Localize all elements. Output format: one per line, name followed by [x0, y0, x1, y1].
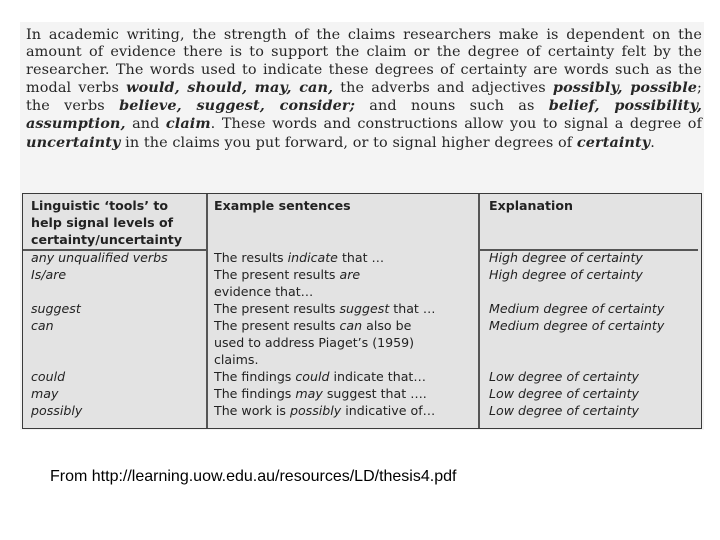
column-divider	[206, 194, 208, 428]
paragraph-text: and	[125, 116, 166, 133]
explanation-cell: Low degree of certainty	[489, 403, 639, 418]
paragraph-emphasis: claim	[165, 115, 211, 133]
tool-cell: possibly	[31, 403, 83, 418]
example-cell: The present results suggest that …	[214, 301, 436, 316]
explanation-cell	[489, 351, 664, 368]
example-cell: claims.	[214, 352, 259, 367]
example-cell: The present results are	[214, 267, 361, 282]
tool-cell: Is/are	[31, 267, 67, 282]
scanned-excerpt	[20, 22, 704, 430]
header-tools: Linguistic ‘tools’ to help signal levels of certainty/uncertainty	[31, 198, 183, 247]
explanation-cell: Low degree of certainty	[489, 369, 639, 384]
explanation-cell: Medium degree of certainty	[489, 301, 665, 316]
paragraph-text: the adverbs and adjectives	[333, 79, 553, 96]
example-cell: The findings may suggest that ….	[214, 386, 427, 401]
tool-cell: could	[31, 369, 66, 384]
example-cell: The work is possibly indicative of…	[214, 403, 436, 418]
example-cell: The results indicate that …	[214, 250, 385, 265]
examples-column	[214, 249, 435, 419]
paragraph-text: .	[650, 134, 655, 151]
paragraph-emphasis: certainty	[576, 133, 651, 151]
example-cell: used to address Piaget’s (1959)	[214, 335, 415, 350]
paragraph-text: and nouns such as	[355, 98, 549, 115]
tool-cell: suggest	[31, 301, 81, 316]
paragraph-emphasis: possibly, possible	[552, 78, 698, 96]
example-cell: The present results can also be	[214, 318, 412, 333]
tool-cell	[31, 351, 168, 368]
tool-cell: any unqualified verbs	[31, 250, 168, 265]
paragraph-text: ; the verbs	[26, 79, 702, 115]
paragraph-emphasis: belief, possibility, assumption,	[26, 97, 702, 133]
explanation-cell: High degree of certainty	[489, 250, 643, 265]
tool-cell	[31, 334, 168, 351]
paragraph-text: In academic writing, the strength of the claims researchers make is dependent on the amount of evidence there is to support the claim or the degree of certainty felt by the researcher. The words used to indicate these degrees of certainty are words such as the modal verbs	[26, 27, 702, 96]
source-citation: From http://learning.uow.edu.au/resources/LD/thesis4.pdf	[50, 468, 457, 485]
paragraph-text: . These words and constructions allow you to signal a degree of	[210, 116, 702, 133]
paragraph-emphasis: uncertainty	[26, 133, 121, 151]
tool-cell: can	[31, 318, 54, 333]
explanation-cell: Low degree of certainty	[489, 386, 639, 401]
explanation-cell	[489, 334, 664, 351]
explanation-cell: Medium degree of certainty	[489, 318, 665, 333]
certainty-table	[22, 193, 702, 429]
explanation-cell	[489, 283, 664, 300]
header-explanation: Explanation	[489, 198, 573, 213]
example-cell: The findings could indicate that…	[214, 369, 426, 384]
tool-cell: may	[31, 386, 59, 401]
intro-paragraph	[26, 27, 702, 152]
column-divider	[478, 194, 480, 428]
paragraph-emphasis: would, should, may, can,	[126, 78, 334, 96]
header-examples: Example sentences	[214, 198, 351, 213]
explanation-cell: High degree of certainty	[489, 267, 643, 282]
explanation-column	[489, 249, 664, 419]
paragraph-emphasis: believe, suggest, consider;	[119, 97, 355, 115]
example-cell: evidence that…	[214, 284, 314, 299]
tool-cell	[31, 283, 168, 300]
tools-column	[31, 249, 168, 419]
paragraph-text: in the claims you put forward, or to signal higher degrees of	[120, 134, 577, 151]
